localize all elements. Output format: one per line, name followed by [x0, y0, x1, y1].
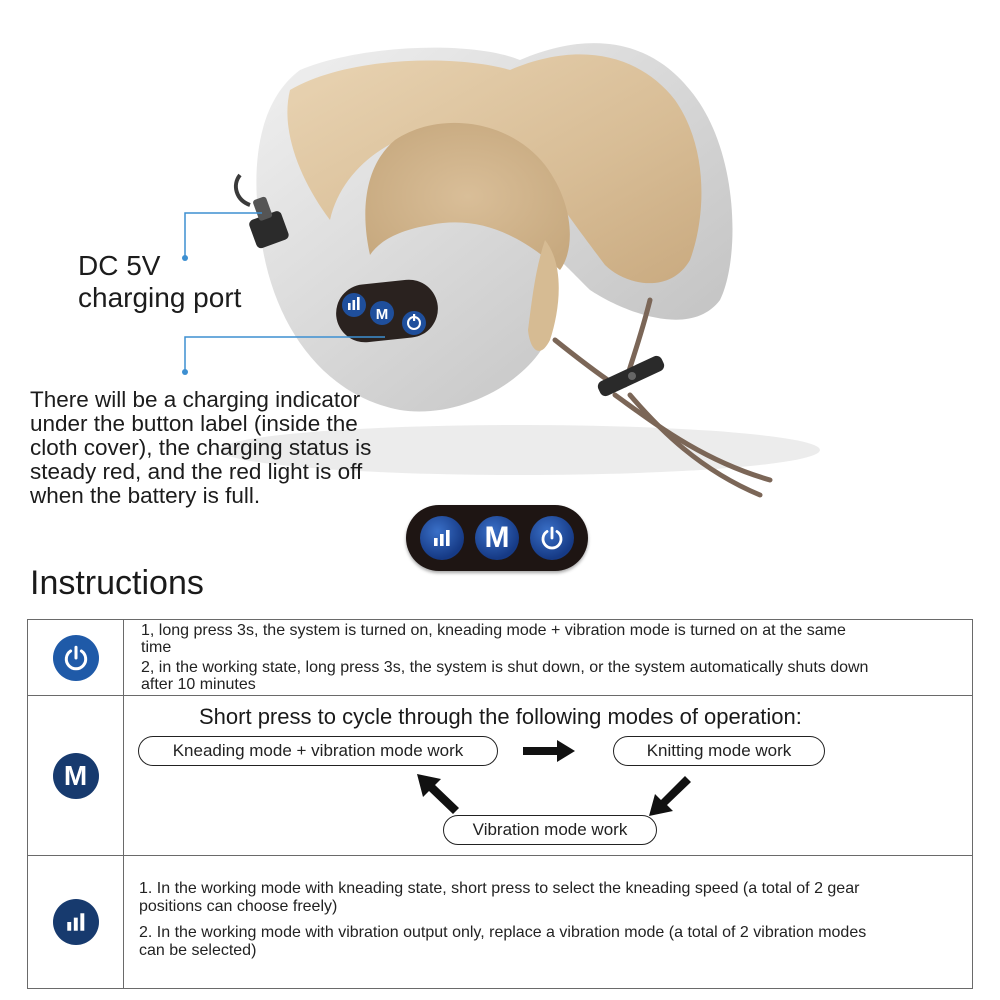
speed-line: can be selected)	[139, 942, 257, 959]
control-panel-closeup	[406, 505, 588, 571]
dc-label-line1: DC 5V	[78, 250, 161, 281]
power-line: time	[141, 639, 172, 656]
mode-cycle-title: Short press to cycle through the following modes of operation:	[199, 704, 802, 729]
speed-line: 2. In the working mode with vibration output only, replace a vibration mode (a total of 2 vibration modes	[139, 924, 867, 941]
svg-text:M: M	[375, 306, 389, 323]
dc-charging-port-label	[78, 250, 298, 314]
mode-description	[125, 696, 972, 855]
signal-bars-icon	[431, 528, 453, 548]
icon-cell	[28, 856, 124, 988]
speed-description	[125, 856, 972, 988]
mode-m-icon	[53, 753, 99, 799]
callout-dot-indicator	[182, 369, 188, 375]
speed-line: positions can choose freely)	[139, 898, 338, 915]
table-row-mode	[28, 696, 972, 856]
table-row-speed	[28, 856, 972, 988]
indicator-line: under the button label (inside the	[30, 411, 358, 436]
mode-m-icon: M	[484, 521, 510, 554]
mode-pill-vibration: Vibration mode work	[443, 815, 657, 845]
indicator-line: cloth cover), the charging status is	[30, 435, 372, 460]
arrow-down-left-icon	[649, 776, 691, 816]
power-line: 2, in the working state, long press 3s, the system is shut down, or the system automatically shuts down	[141, 659, 869, 676]
speed-button[interactable]	[420, 516, 464, 560]
mode-pill-knitting: Knitting mode work	[613, 736, 825, 766]
icon-cell	[28, 696, 124, 855]
instructions-title: Instructions	[30, 564, 204, 602]
speed-line: 1. In the working mode with kneading state, short press to select the kneading speed (a total of 2 gear	[139, 880, 860, 897]
power-description	[125, 620, 972, 695]
power-line: 1, long press 3s, the system is turned on, kneading mode + vibration mode is turned on at the same	[141, 622, 846, 639]
charging-indicator-note	[30, 388, 400, 508]
power-line: after 10 minutes	[141, 676, 256, 693]
power-icon	[539, 525, 565, 551]
indicator-line: when the battery is full.	[30, 483, 261, 508]
power-button[interactable]	[530, 516, 574, 560]
arrow-up-left-icon	[417, 774, 459, 814]
dc-label-line2: charging port	[78, 282, 242, 313]
signal-bars-icon	[53, 899, 99, 945]
table-row-power	[28, 620, 972, 696]
mode-button[interactable]	[475, 516, 519, 560]
arrow-right-icon	[523, 740, 575, 762]
mode-pill-kneading-vibration: Kneading mode + vibration mode work	[138, 736, 498, 766]
power-icon	[53, 635, 99, 681]
mode-m-letter: M	[63, 759, 88, 791]
icon-cell	[28, 620, 124, 695]
indicator-line: steady red, and the red light is off	[30, 459, 363, 484]
instructions-table	[27, 619, 973, 989]
indicator-line: There will be a charging indicator	[30, 387, 361, 412]
